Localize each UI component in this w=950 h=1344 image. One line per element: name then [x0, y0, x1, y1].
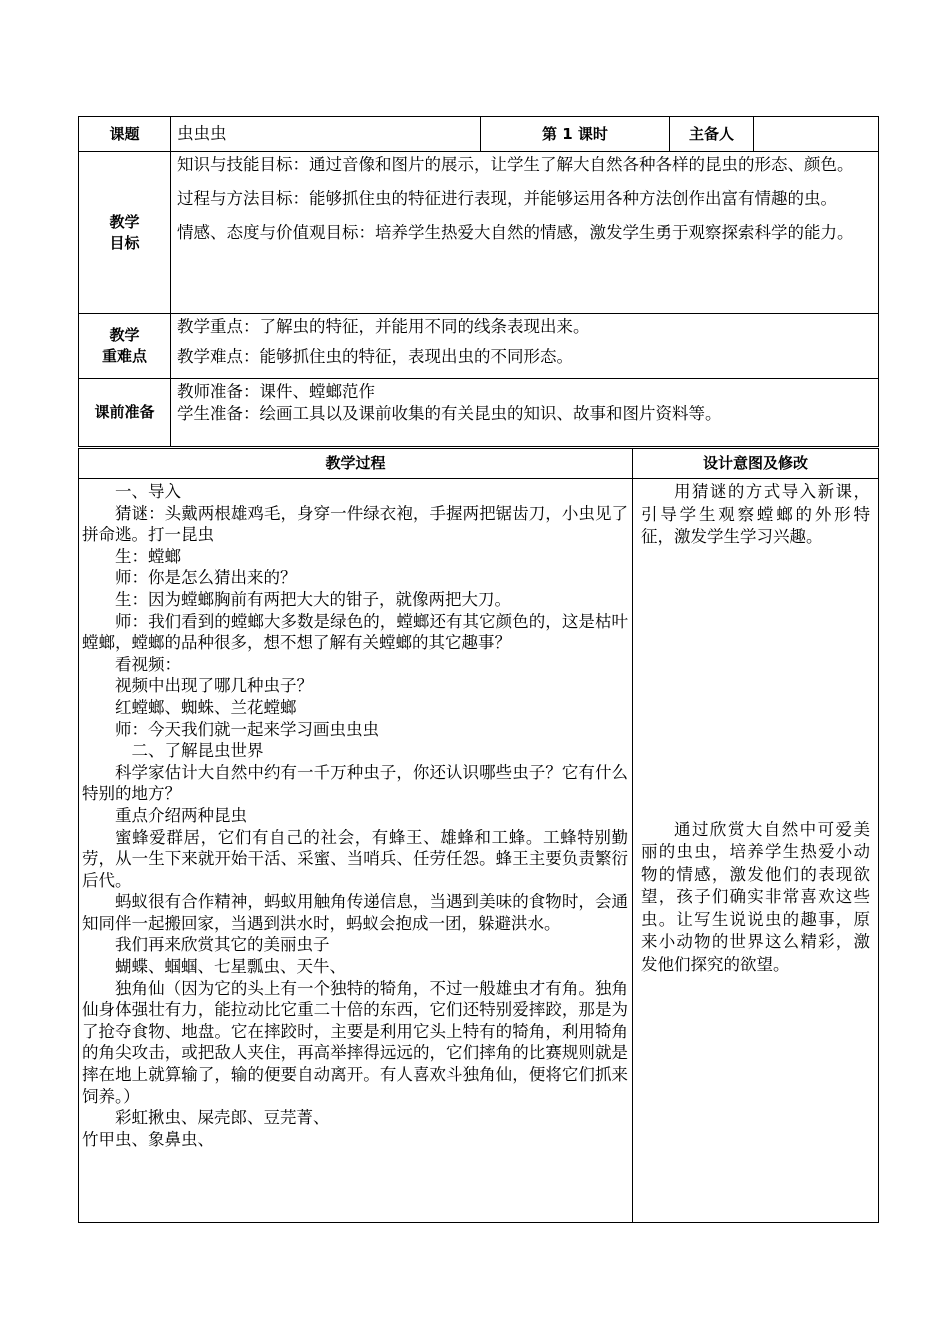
section-insect-title: 二、了解昆虫世界	[131, 741, 264, 761]
process-line: 生：螳螂	[115, 546, 181, 566]
key-points-row	[79, 314, 879, 379]
process-line: 彩虹揪虫、屎壳郎、豆芫菁、	[115, 1108, 330, 1128]
process-header-row	[79, 449, 879, 479]
process-line: 重点介绍两种昆虫	[115, 805, 247, 825]
process-line: 师：我们看到的螳螂大多数是绿色的，螳螂还有其它颜色的，这是枯叶螳螂，螳螂的品种很多，想不想了解有关螳螂的其它趣事？	[82, 611, 628, 653]
topic-value: 虫虫虫	[171, 117, 481, 152]
preparer-label: 主备人	[670, 117, 754, 152]
preparer-value	[754, 117, 879, 152]
process-line: 师：你是怎么猜出来的？	[115, 568, 297, 588]
key-points-label	[79, 314, 171, 379]
preparation-content	[171, 379, 879, 447]
process-line: 看视频：	[115, 654, 181, 674]
process-line: 蜜蜂爱群居，它们有自己的社会，有蜂王、雄蜂和工蜂。工蜂特别勤劳，从一生下来就开始干活、采蜜、当哨兵、任劳任怨。蜂王主要负责繁衍后代。	[82, 827, 628, 890]
student-preparation: 学生准备：绘画工具以及课前收集的有关昆虫的知识、故事和图片资料等。	[177, 404, 722, 423]
goals-label-line1: 教学	[109, 212, 140, 231]
teaching-process-table	[78, 448, 879, 1223]
process-line: 红螳螂、蜘蛛、兰花螳螂	[115, 697, 297, 717]
key-points-content	[171, 314, 879, 379]
key-point-difficulty: 教学难点：能够抓住虫的特征，表现出虫的不同形态。	[177, 347, 573, 366]
goals-label-line2: 目标	[109, 233, 140, 252]
lesson-label: 第 1 课时	[481, 117, 670, 152]
goal-knowledge: 知识与技能目标：通过音像和图片的展示，让学生了解大自然各种各样的昆虫的形态、颜色。	[177, 155, 854, 174]
process-line: 视频中出现了哪几种虫子？	[115, 676, 313, 696]
goals-row	[79, 152, 879, 314]
process-line: 蚂蚁很有合作精神，蚂蚁用触角传递信息，当遇到美味的食物时，会通知同伴一起搬回家，当遇到洪水时，蚂蚁会抱成一团，躲避洪水。	[82, 892, 628, 933]
goal-emotion: 情感、态度与价值观目标：培养学生热爱大自然的情感，激发学生勇于观察探索科学的能力。	[177, 223, 854, 242]
goal-process: 过程与方法目标：能够抓住虫的特征进行表现，并能够运用各种方法创作出富有情趣的虫。	[177, 189, 837, 208]
goals-content	[171, 152, 879, 314]
process-line: 科学家估计大自然中约有一千万种虫子，你还认识哪些虫子？它有什么特别的地方？	[82, 762, 628, 804]
goals-label	[79, 152, 171, 314]
teacher-preparation: 教师准备：课件、螳螂范作	[177, 382, 375, 401]
process-body-row	[79, 479, 879, 1223]
key-point-focus: 教学重点：了解虫的特征，并能用不同的线条表现出来。	[177, 317, 590, 336]
design-intent-1: 用猜谜的方式导入新课，引导学生观察螳螂的外形特征，激发学生学习兴趣。	[641, 482, 870, 546]
process-line: 师：今天我们就一起来学习画虫虫虫	[115, 719, 379, 739]
process-line: 猜谜：头戴两根雄鸡毛，身穿一件绿衣袍，手握两把锯齿刀，小虫见了拼命逃。打一昆虫	[82, 503, 628, 545]
process-header: 教学过程	[79, 449, 633, 479]
process-line: 竹甲虫、象鼻虫、	[82, 1129, 214, 1149]
process-line: 蝴蝶、蝈蝈、七星瓢虫、天牛、	[115, 957, 346, 977]
design-intent-header: 设计意图及修改	[633, 449, 879, 479]
preparation-label: 课前准备	[79, 379, 171, 447]
lesson-info-table	[78, 116, 879, 447]
process-line: 我们再来欣赏其它的美丽虫子	[115, 935, 330, 955]
header-row	[79, 117, 879, 152]
design-intent-content	[633, 479, 879, 1223]
preparation-row	[79, 379, 879, 447]
topic-label: 课题	[79, 117, 171, 152]
process-content	[79, 479, 633, 1223]
process-line: 独角仙（因为它的头上有一个独特的犄角，不过一般雄虫才有角。独角仙身体强壮有力，能拉动比它重二十倍的东西，它们还特别爱摔跤，那是为了抢夺食物、地盘。它在摔跤时，主要是利用它头上特有的犄角，利用犄角的角尖攻击，或把敌人夹住，再高举摔得远远的，它们摔角的比赛规则就是摔在地上就算输了，输的便要自动离开。有人喜欢斗独角仙，便将它们抓来饲养。）	[82, 978, 628, 1106]
design-intent-2: 通过欣赏大自然中可爱美丽的虫虫，培养学生热爱小动物的情感，激发他们的表现欲望，孩子们确实非常喜欢这些虫。让写生说说虫的趣事，原来小动物的世界这么精彩，激发他们探究的欲望。	[641, 819, 870, 974]
process-line: 生：因为螳螂胸前有两把大大的钳子，就像两把大刀。	[115, 589, 511, 609]
key-points-label-line1: 教学	[109, 326, 140, 344]
section-intro-title: 一、导入	[115, 482, 181, 501]
key-points-label-line2: 重难点	[101, 347, 147, 365]
